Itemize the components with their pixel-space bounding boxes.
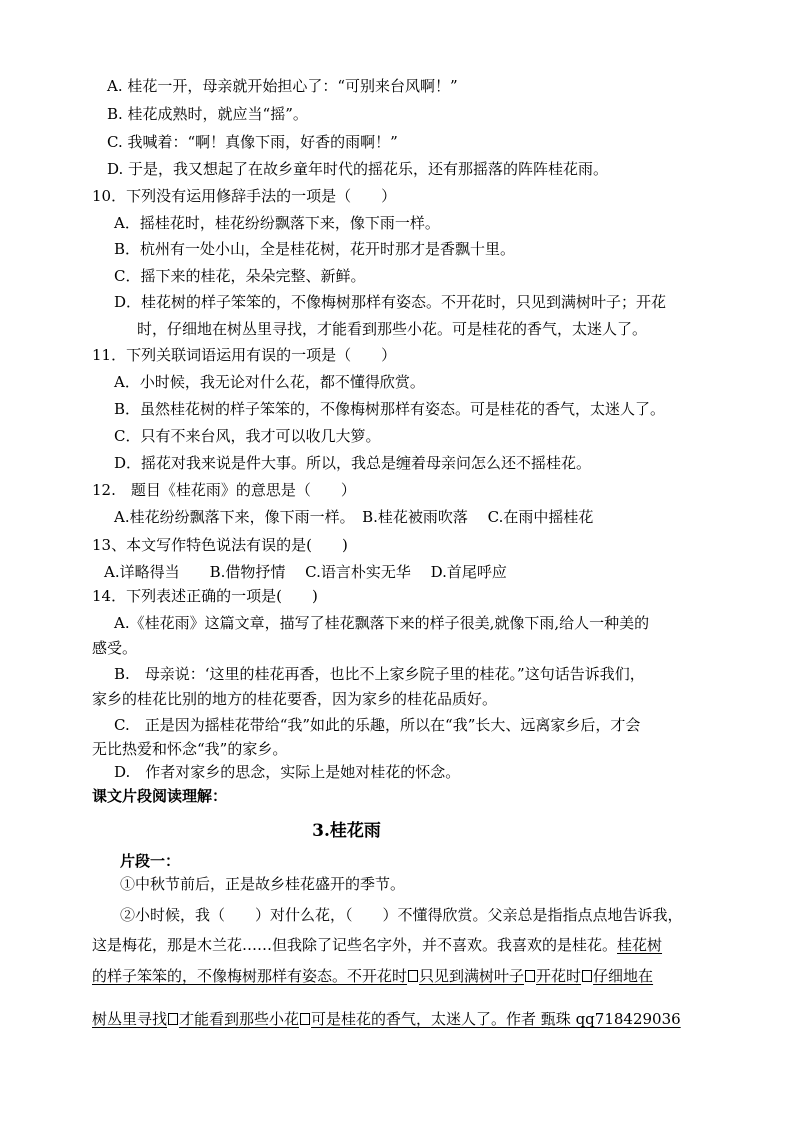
passage-paragraph-2-line2 (92, 935, 662, 955)
q10-option-a: A．摇桂花时，桂花纷纷飘落下来，像下雨一样。 (114, 214, 440, 232)
q11-option-b: B．虽然桂花树的样子笨笨的，不像梅树那样有姿态。可是桂花的香气，太迷人了。 (114, 400, 666, 418)
underlined-sentence: 可是桂花的香气，太迷人了。作者 甄珠 qq718429036 (311, 1010, 681, 1028)
q14-option-b-line2: 家乡的桂花比别的地方的桂花要香，因为家乡的桂花品质好。 (92, 690, 498, 708)
q10-stem: 10．下列没有运用修辞手法的一项是（ ） (92, 187, 397, 205)
q12-options: A.桂花纷纷飘落下来，像下雨一样。 B.桂花被雨吹落 C.在雨中摇桂花 (114, 508, 594, 526)
underlined-sentence: 只见到满树叶子 (419, 967, 525, 985)
passage-paragraph-2-line3 (92, 966, 653, 986)
q14-stem: 14．下列表述正确的一项是( ) (92, 587, 318, 605)
underlined-sentence: 开花时 (536, 967, 582, 985)
q9-option-c: C. 我喊着：“啊！真像下雨，好香的雨啊！” (107, 133, 398, 151)
underlined-sentence: 才能看到那些小花 (179, 1010, 300, 1028)
q14-option-d: D. 作者对家乡的思念，实际上是她对桂花的怀念。 (114, 763, 461, 781)
q10-option-c: C．摇下来的桂花，朵朵完整、新鲜。 (114, 267, 366, 285)
underlined-sentence: 的样子笨笨的，不像梅树那样有姿态。不开花时 (92, 967, 408, 985)
punctuation-blank-box[interactable] (582, 970, 592, 982)
passage-part-label: 片段一： (120, 852, 181, 870)
q9-option-d: D. 于是，我又想起了在故乡童年时代的摇花乐，还有那摇落的阵阵桂花雨。 (107, 160, 609, 178)
q11-option-a: A．小时候，我无论对什么花，都不懂得欣赏。 (114, 373, 425, 391)
passage-paragraph-2-line4 (92, 1009, 681, 1029)
q14-option-a-line2: 感受。 (92, 639, 138, 657)
q14-option-c-line2: 无比热爱和怀念“我”的家乡。 (92, 740, 288, 758)
q10-option-d-line1: D．桂花树的样子笨笨的，不像梅树那样有姿态。不开花时，只见到满树叶子；开花 (114, 293, 667, 311)
passage-text: 这是梅花，那是木兰花……但我除了记些名字外，并不喜欢。我喜欢的是桂花。 (92, 936, 618, 954)
underlined-sentence: 仔细地在 (593, 967, 654, 985)
punctuation-blank-box[interactable] (300, 1013, 310, 1025)
punctuation-blank-box[interactable] (525, 970, 535, 982)
q13-options: A.详略得当 B.借物抒情 C.语言朴实无华 D.首尾呼应 (104, 563, 507, 581)
punctuation-blank-box[interactable] (168, 1013, 178, 1025)
q14-option-a-line1: A.《桂花雨》这篇文章，描写了桂花飘落下来的样子很美,就像下雨,给人一种美的 (114, 614, 650, 632)
section-heading: 课文片段阅读理解： (92, 787, 228, 805)
underlined-sentence: 树丛里寻找 (92, 1010, 168, 1028)
q14-option-b-line1: B. 母亲说：‘这里的桂花再香，也比不上家乡院子里的桂花。”这句话告诉我们， (114, 665, 645, 683)
q14-option-c-line1: C. 正是因为摇桂花带给“我”如此的乐趣，所以在“我”长大、远离家乡后，才会 (114, 716, 641, 734)
q10-option-b: B．杭州有一处小山，全是桂花树，花开时那才是香飘十里。 (114, 240, 516, 258)
q9-option-a: A. 桂花一开，母亲就开始担心了：“可别来台风啊！” (107, 77, 458, 95)
q13-stem: 13、本文写作特色说法有误的是( ) (92, 536, 348, 554)
passage-title: 3.桂花雨 (312, 821, 381, 841)
q11-option-d: D．摇花对我来说是件大事。所以，我总是缠着母亲问怎么还不摇桂花。 (114, 454, 592, 472)
q12-stem: 12. 题目《桂花雨》的意思是（ ） (92, 481, 356, 499)
q10-option-d-line2: 时，仔细地在树丛里寻找，才能看到那些小花。可是桂花的香气，太迷人了。 (137, 320, 648, 338)
q9-option-b: B. 桂花成熟时，就应当“摇”。 (107, 105, 308, 123)
underlined-sentence: 桂花树 (617, 936, 663, 954)
punctuation-blank-box[interactable] (408, 970, 418, 982)
passage-paragraph-1: ①中秋节前后，正是故乡桂花盛开的季节。 (120, 875, 406, 893)
q11-stem: 11．下列关联词语运用有误的一项是（ ） (92, 346, 397, 364)
q11-option-c: C．只有不来台风，我才可以收几大箩。 (114, 427, 381, 445)
passage-paragraph-2-line1: ②小时候，我（ ）对什么花，（ ）不懂得欣赏。父亲总是指指点点地告诉我， (120, 906, 683, 924)
